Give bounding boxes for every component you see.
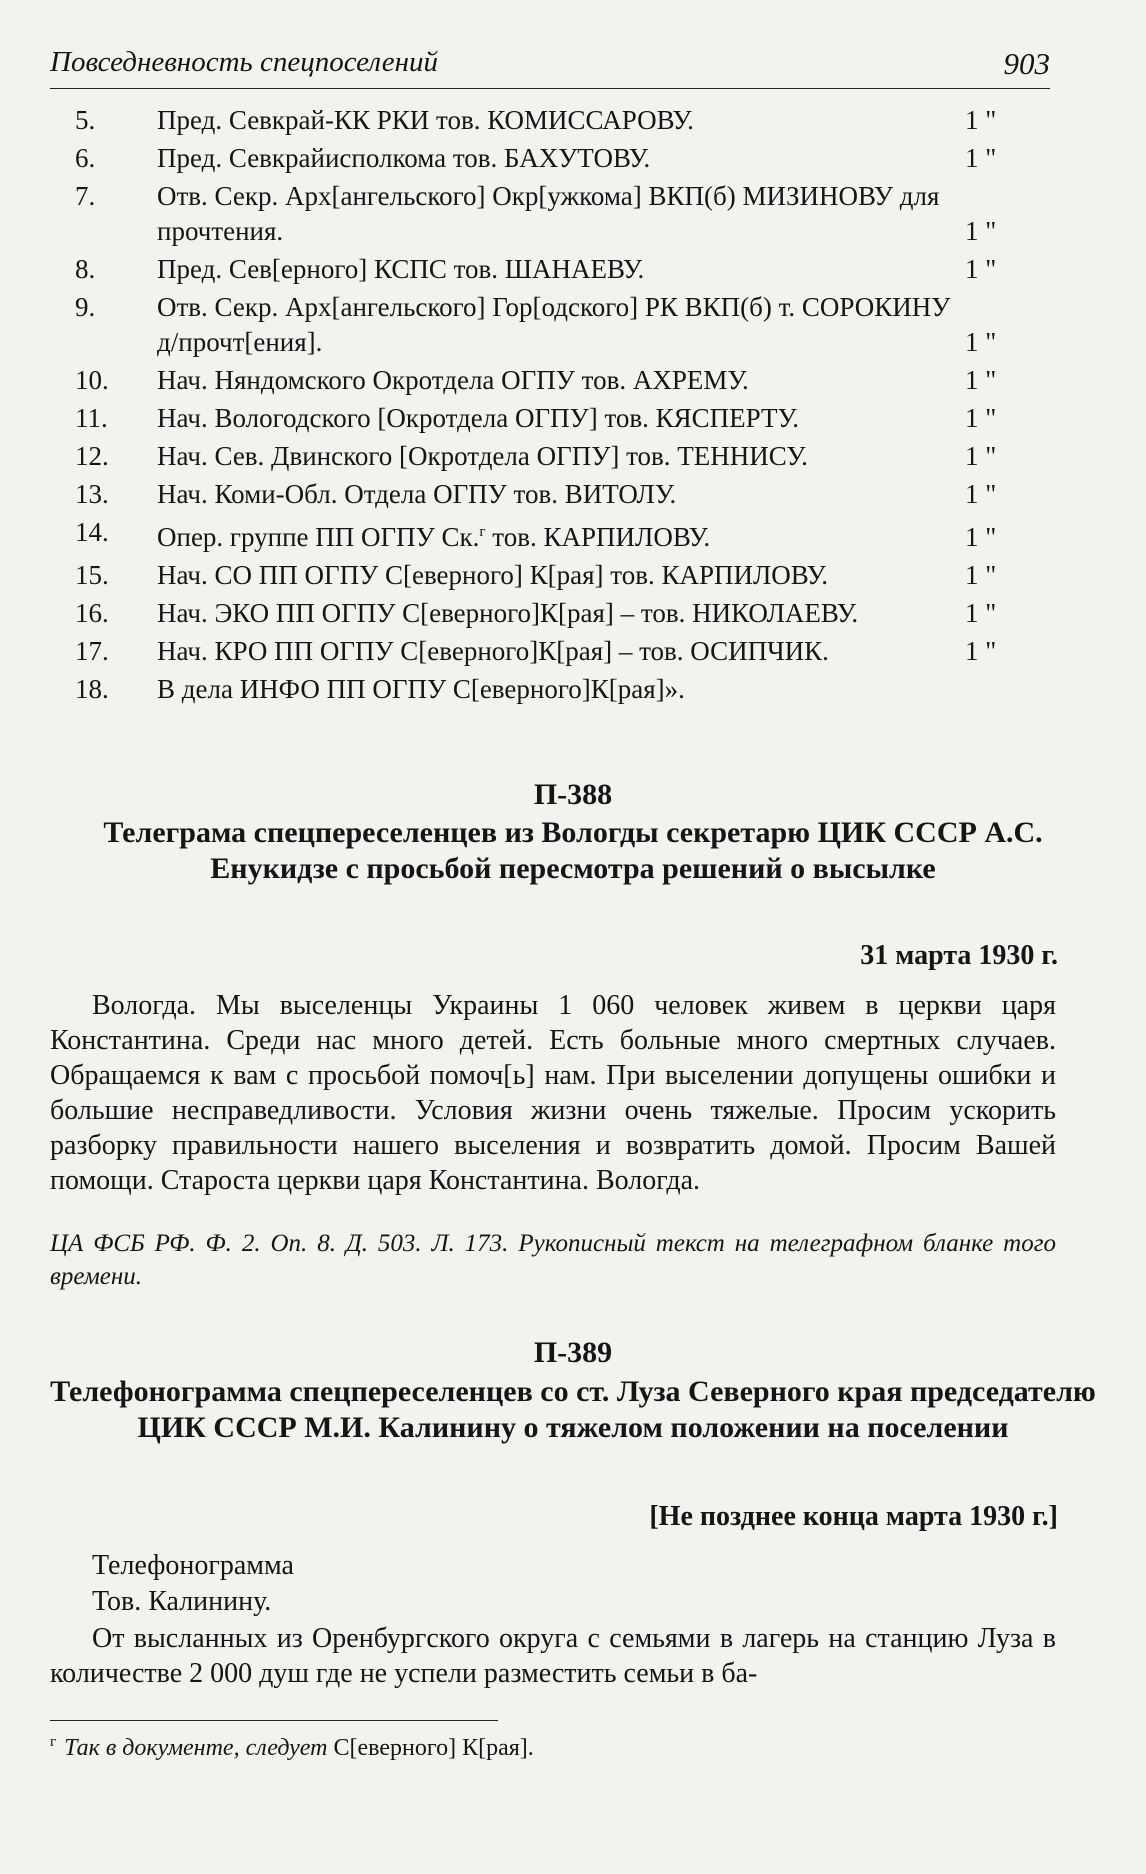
list-item (75, 252, 1035, 287)
list-item-number: 9. (75, 292, 96, 322)
list-item-number: 11. (75, 403, 108, 433)
list-item-qty: 1 " (965, 365, 997, 395)
list-item (75, 596, 1035, 631)
list-item-number: 13. (75, 479, 109, 509)
list-item-number: 17. (75, 636, 109, 666)
doc389-line-1: Телефонограмма (92, 1550, 294, 1581)
list-item (75, 634, 1035, 669)
running-head-title: Повседневность спецпоселений (50, 46, 438, 78)
list-item-number: 8. (75, 254, 96, 284)
list-item-qty: 1 " (965, 441, 997, 471)
list-item-qty: 1 " (965, 105, 997, 135)
doc389-number: П-389 (533, 1336, 613, 1369)
footnote-mark: г (50, 1734, 57, 1750)
list-item-text: Пред. Севкрай-КК РКИ тов. КОМИССАРОВУ. (157, 105, 694, 135)
list-item-text (157, 515, 957, 555)
list-item-text: Отв. Секр. Арх[ангельского] Гор[одского] РК ВКП(б) т. СОРОКИНУ д/прочт[ения]. (157, 292, 951, 357)
list-item-text: В дела ИНФО ПП ОГПУ С[еверного]К[рая]». (157, 674, 685, 704)
list-item-qty: 1 " (965, 143, 997, 173)
doc389-date: [Не позднее конца марта 1930 г.] (649, 1501, 1058, 1532)
list-item-number: 5. (75, 105, 96, 135)
list-item (75, 477, 1035, 512)
list-item-number: 18. (75, 674, 109, 704)
list-item (75, 515, 1035, 555)
list-item-number: 7. (75, 181, 96, 211)
list-item-text: Нач. Няндомского Окротдела ОГПУ тов. АХРЕМУ. (157, 365, 749, 395)
list-item-text: Нач. Вологодского [Окротдела ОГПУ] тов. КЯСПЕРТУ. (157, 403, 799, 433)
list-item-text: Нач. Коми-Обл. Отдела ОГПУ тов. ВИТОЛУ. (157, 479, 677, 509)
footnote-text: С[еверного] К[рая]. (327, 1735, 534, 1761)
list-item (75, 558, 1035, 593)
list-item-text: Нач. Сев. Двинского [Окротдела ОГПУ] тов. ТЕННИСУ. (157, 441, 808, 471)
doc388-number: П-388 (533, 778, 613, 811)
list-item (75, 141, 1035, 176)
list-item-qty: 1 " (965, 636, 997, 666)
list-item-text: Нач. КРО ПП ОГПУ С[еверного]К[рая] – тов. ОСИПЧИК. (157, 636, 829, 666)
running-head (50, 40, 1050, 89)
footnote-reference: г (479, 524, 486, 540)
list-item-text-part: Опер. группе ПП ОГПУ Ск. (157, 522, 480, 552)
list-item-qty: 1 " (965, 560, 997, 590)
doc389-line-2: Тов. Калинину. (92, 1586, 272, 1617)
list-item-number: 6. (75, 143, 96, 173)
list-item-qty: 1 " (965, 522, 997, 552)
list-item-number: 12. (75, 441, 109, 471)
list-item-number: 10. (75, 365, 109, 395)
list-item (75, 401, 1035, 436)
list-item-text: Отв. Секр. Арх[ангельского] Окр[ужкома] ВКП(б) МИЗИНОВУ для прочтения. (157, 181, 940, 246)
footnote-italic: Так в документе, следует (64, 1735, 328, 1761)
list-item-text-part: тов. КАРПИЛОВУ. (485, 522, 711, 552)
list-item-text: Пред. Сев[ерного] КСПС тов. ШАНАЕВУ. (157, 254, 645, 284)
doc388-body: Вологда. Мы выселенцы Украины 1 060 человек живем в церкви царя Константина. Среди нас много детей. Есть больные много смертных случаев. Обращаемся к вам с просьбой помоч[ь] нам. При выселении допущены ошибки и большие несправедливости. Условия жизни очень тяжелые. Просим ускорить разборку правильности нашего выселения и возвратить домой. Просим Вашей помощи. Староста церкви царя Константина. Вологда. (50, 990, 1056, 1196)
list-item-number: 16. (75, 598, 109, 628)
list-item (75, 672, 1035, 707)
list-item (75, 103, 1035, 138)
list-item-qty: 1 " (965, 598, 997, 628)
doc388-date: 31 марта 1930 г. (860, 940, 1058, 971)
list-item-text: Пред. Севкрайисполкома тов. БАХУТОВУ. (157, 143, 651, 173)
distribution-list (75, 103, 1035, 710)
footnote (50, 1734, 534, 1762)
list-item-number: 15. (75, 560, 109, 590)
list-item (75, 290, 1035, 360)
list-item-qty: 1 " (965, 254, 997, 284)
list-item-number: 14. (75, 517, 109, 547)
list-item-text: Нач. СО ПП ОГПУ С[еверного] К[рая] тов. КАРПИЛОВУ. (157, 560, 829, 590)
list-item-qty: 1 " (965, 327, 997, 357)
list-item (75, 363, 1035, 398)
list-item (75, 439, 1035, 474)
page-number: 903 (1003, 46, 1050, 81)
doc389-title: Телефонограмма спецпереселенцев со ст. Луза Северного края председателю ЦИК СССР М.И. Калинину о тяжелом положении на поселении (50, 1375, 1096, 1444)
list-item-qty: 1 " (965, 216, 997, 246)
list-item (75, 179, 1035, 249)
list-item-qty: 1 " (965, 403, 997, 433)
doc388-source: ЦА ФСБ РФ. Ф. 2. Оп. 8. Д. 503. Л. 173. Рукописный текст на телеграфном бланке того времени. (50, 1230, 1056, 1290)
list-item-qty: 1 " (965, 479, 997, 509)
doc388-title: Телеграма спецпереселенцев из Вологды секретарю ЦИК СССР А.С. Енукидзе с просьбой пересмотра решений о высылке (103, 816, 1043, 885)
list-item-text: Нач. ЭКО ПП ОГПУ С[еверного]К[рая] – тов. НИКОЛАЕВУ. (157, 598, 859, 628)
doc389-body: От высланных из Оренбургского округа с семьями в лагерь на станцию Луза в количестве 2 000 душ где не успели разместить семьи в ба- (50, 1623, 1056, 1689)
footnote-rule (50, 1720, 498, 1721)
